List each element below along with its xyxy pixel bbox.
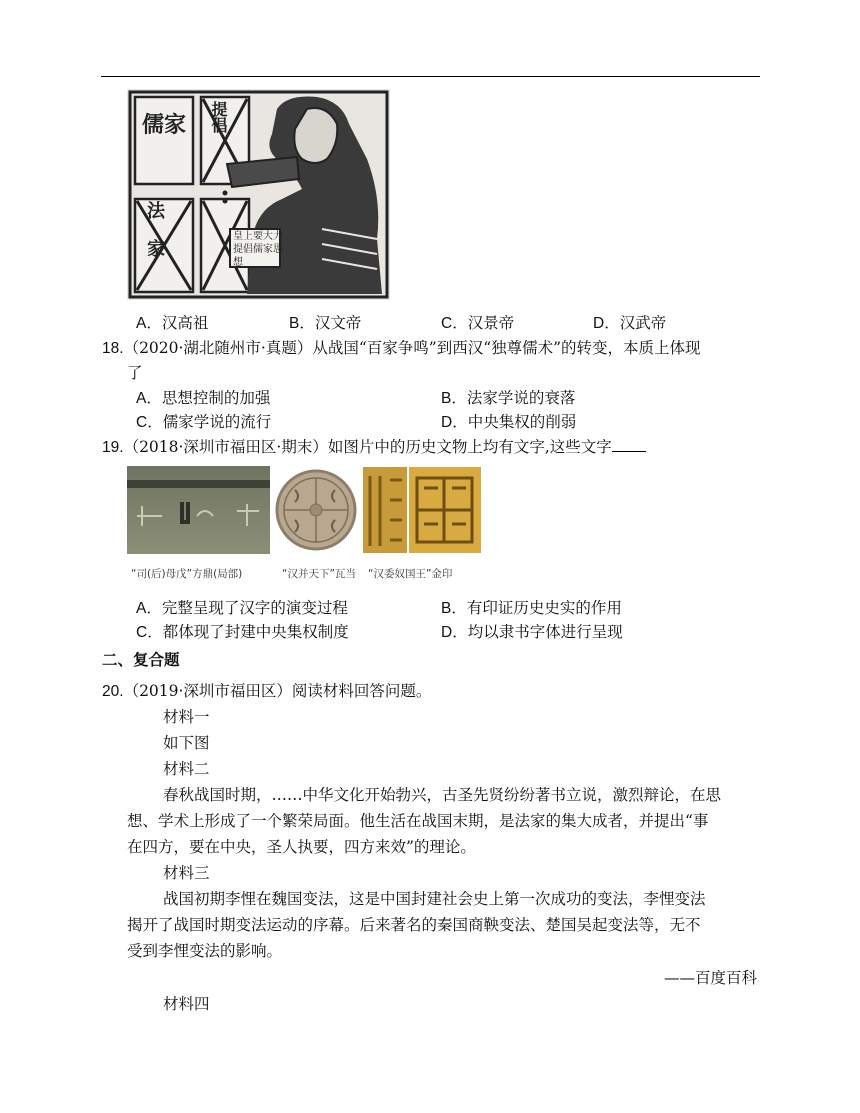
q18-option-b[interactable]: B．法家学说的衰落 <box>441 389 576 407</box>
material-2-title: 材料二 <box>163 760 210 778</box>
answer-blank[interactable] <box>612 437 646 452</box>
material-3-source: ——百度百科 <box>664 969 758 987</box>
caption-3: “汉委奴国王”金印 <box>368 568 453 580</box>
material-2-line-2: 想、学术上形成了一个繁荣局面。他生活在战国末期，是法家的集大成者，并提出“事 <box>127 812 709 830</box>
material-3-line-1: 战国初期李悝在魏国变法，这是中国封建社会史上第一次成功的变法，李悝变法 <box>163 890 706 908</box>
q17-option-b[interactable]: B．汉文帝 <box>289 314 362 332</box>
material-1-title: 材料一 <box>163 708 210 726</box>
rujia-char-1: 儒家 <box>141 112 187 138</box>
tichang-text: 提倡 <box>209 101 228 133</box>
material-2-line-1: 春秋战国时期，……中华文化开始勃兴，古圣先贤纷纷著书立说，激烈辩论，在思 <box>163 786 722 804</box>
q17-option-a[interactable]: A．汉高祖 <box>136 314 209 332</box>
caption-1: “司(后)母戊”方鼎(局部) <box>131 568 243 580</box>
caption-2: “汉并天下”瓦当 <box>282 568 356 580</box>
simuwu-ding-image <box>127 466 270 554</box>
jinyin-seal-image <box>362 466 482 554</box>
material-2-line-3: 在四方，要在中央，圣人执要，四方来效”的理论。 <box>127 838 476 856</box>
section-title: 二、复合题 <box>102 651 180 669</box>
q18-option-d[interactable]: D．中央集权的削弱 <box>441 413 577 431</box>
material-3-title: 材料三 <box>163 864 210 882</box>
q19-option-d[interactable]: D．均以隶书字体进行呈现 <box>441 623 623 641</box>
q17-option-c[interactable]: C．汉景帝 <box>441 314 515 332</box>
material-3-line-3: 受到李悝变法的影响。 <box>127 942 283 960</box>
q20-stem: 20.（2019·深圳市福田区）阅读材料回答问题。 <box>102 682 432 700</box>
q18-option-a[interactable]: A．思想控制的加强 <box>136 389 271 407</box>
material-1-text: 如下图 <box>163 734 210 752</box>
q18-stem-cont: 了 <box>127 364 143 382</box>
q18-option-c[interactable]: C．儒家学说的流行 <box>136 413 272 431</box>
material-3-line-2: 揭开了战国时期变法运动的序幕。后来著名的秦国商鞅变法、楚国吴起变法等，无不 <box>127 916 701 934</box>
q17-option-d[interactable]: D．汉武帝 <box>593 314 667 332</box>
material-4-title: 材料四 <box>163 995 210 1013</box>
q19-stem: 19.（2018·深圳市福田区·期末）如图片中的历史文物上均有文字,这些文字 <box>102 435 646 457</box>
q19-option-b[interactable]: B．有印证历史史实的作用 <box>441 599 622 617</box>
hanbing-wadang-image <box>275 466 357 554</box>
q19-option-a[interactable]: A．完整呈现了汉字的演变过程 <box>136 599 348 617</box>
q18-stem: 18.（2020·湖北随州市·真题）从战国“百家争鸣”到西汉“独尊儒术”的转变，本质上体现 <box>102 339 701 357</box>
q19-option-c[interactable]: C．都体现了封建中央集权制度 <box>136 623 349 641</box>
header-rule <box>101 76 760 77</box>
speech-bubble-text: 皇上要大力提倡儒家思想 <box>233 231 283 268</box>
fajia-text: 法家 <box>144 201 165 277</box>
